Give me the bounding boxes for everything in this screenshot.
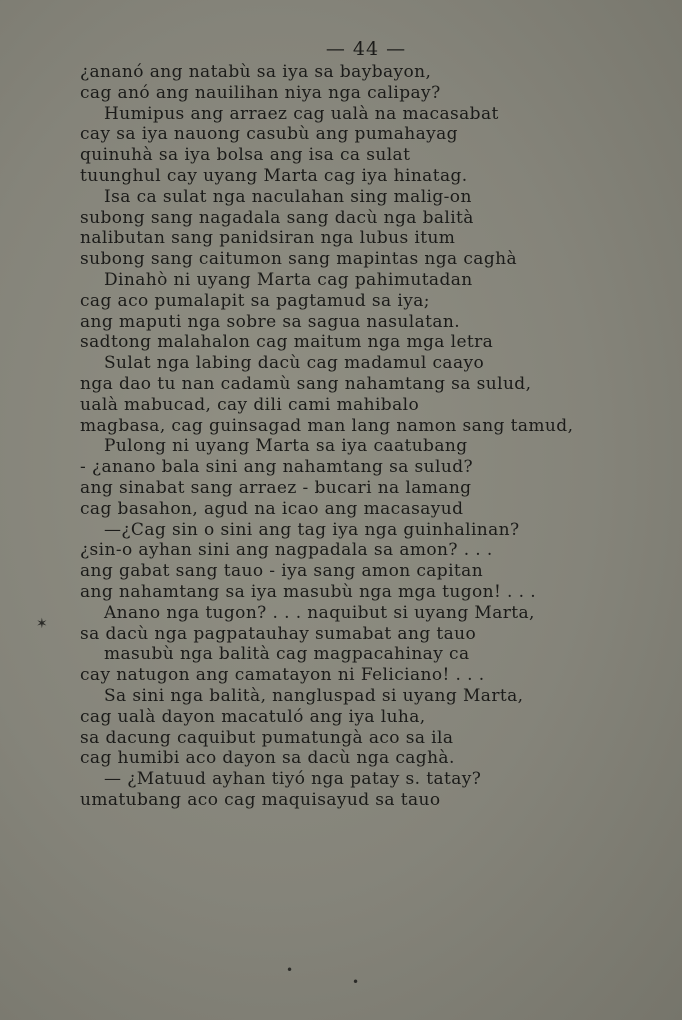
text-line: ualà mabucad, cay dili cami mahibalo	[80, 394, 420, 415]
text-line: cag anó ang nauilihan niya nga calipay?	[80, 82, 441, 103]
text-line: cag ualà dayon macatuló ang iya luha,	[80, 706, 426, 727]
text-line: subong sang caitumon sang mapintas nga caghà	[80, 249, 518, 270]
text-line: Pulong ni uyang Marta sa iya caatubang	[104, 436, 468, 457]
text-line: —¿Cag sin o sini ang tag iya nga guinhalinan?	[104, 519, 520, 540]
text-line: magbasa, cag guinsagad man lang namon sang tamud,	[80, 415, 574, 436]
text-line: ang sinabat sang arraez - bucari na lamang	[80, 477, 472, 498]
text-line: — ¿Matuud ayhan tiyó nga patay s. tatay?	[104, 769, 482, 790]
text-line: masubù nga balità cag magpacahinay ca	[104, 644, 470, 665]
text-line: Anano nga tugon? . . . naquibut si uyang Marta,	[104, 602, 535, 623]
text-line: cay sa iya nauong casubù ang pumahayag	[80, 124, 458, 145]
text-line: cay natugon ang camatayon ni Feliciano! . . .	[80, 665, 485, 686]
text-line: ang gabat sang tauo - iya sang amon capitan	[80, 561, 484, 582]
text-line: tuunghul cay uyang Marta cag iya hinatag.	[80, 165, 468, 186]
text-line: ang maputi nga sobre sa sagua nasulatan.	[80, 311, 461, 332]
text-line: nalibutan sang panidsiran nga lubus itum	[80, 228, 456, 249]
text-line: ¿sin-o ayhan sini ang nagpadala sa amon? . . .	[80, 540, 493, 561]
text-line: sadtong malahalon cag maitum nga mga letra	[80, 332, 494, 353]
margin-mark: ✶	[36, 616, 48, 632]
text-line: Sa sini nga balità, nangluspad si uyang Marta,	[104, 685, 524, 706]
text-line: nga dao tu nan cadamù sang nahamtang sa sulud,	[80, 373, 532, 394]
text-line: cag aco pumalapit sa pagtamud sa iya;	[80, 290, 430, 311]
text-line: Dinahò ni uyang Marta cag pahimutadan	[104, 269, 473, 290]
text-line: sa dacù nga pagpatauhay sumabat ang tauo	[80, 623, 477, 644]
text-line: ang nahamtang sa iya masubù nga mga tugon! . . .	[80, 581, 537, 602]
text-line: cag basahon, agud na icao ang macasayud	[80, 498, 464, 519]
text-line: cag humibi aco dayon sa dacù nga caghà.	[80, 748, 455, 769]
text-line: Isa ca sulat nga naculahan sing malig-on	[104, 186, 472, 207]
ink-speck: •	[286, 963, 294, 977]
text-line: Humipus ang arraez cag ualà na macasabat	[104, 103, 499, 124]
ink-speck: •	[352, 975, 360, 989]
text-line: sa dacung caquibut pumatungà aco sa ila	[80, 727, 454, 748]
text-line: Sulat nga labing dacù cag madamul caayo	[104, 353, 485, 374]
text-line: quinuhà sa iya bolsa ang isa ca sulat	[80, 145, 411, 166]
text-line: - ¿anano bala sini ang nahamtang sa sulud?	[80, 457, 473, 478]
page-text	[80, 62, 665, 811]
page-number: — 44 —	[325, 38, 407, 60]
text-line: umatubang aco cag maquisayud sa tauo	[80, 789, 441, 810]
text-line: ¿ananó ang natabù sa iya sa baybayon,	[80, 62, 432, 82]
text-line: subong sang nagadala sang dacù nga balità	[80, 207, 474, 228]
